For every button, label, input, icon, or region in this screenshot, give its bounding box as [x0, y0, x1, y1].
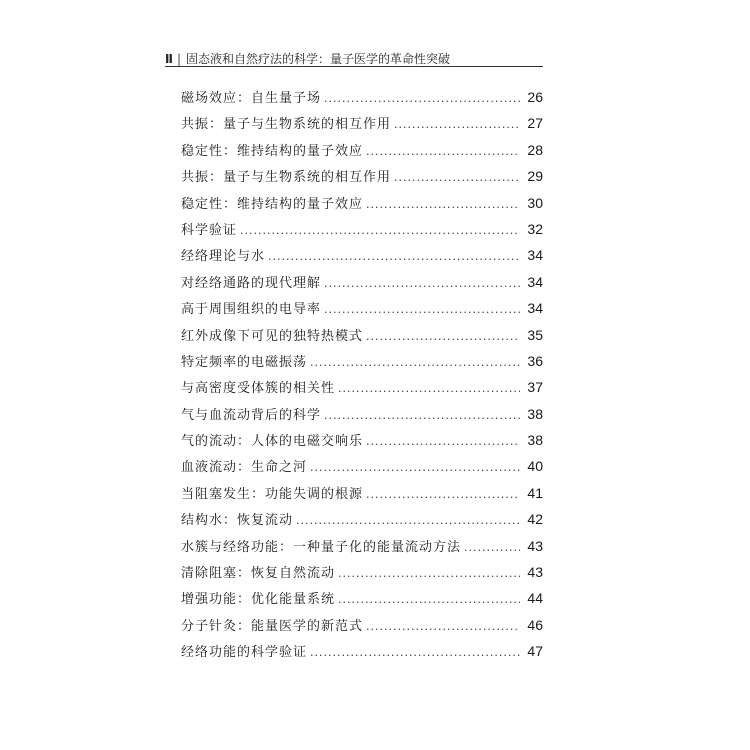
- toc-leader-dots: [366, 139, 520, 165]
- toc-entry-page: 26: [527, 89, 543, 105]
- toc-entry-title: 当阻塞发生：功能失调的根源: [181, 486, 364, 502]
- toc-entry-title: 水簇与经络功能：一种量子化的能量流动方法: [181, 539, 462, 555]
- toc-entry-page: 41: [527, 484, 543, 501]
- toc-leader-dots: [394, 165, 520, 191]
- toc-entry[interactable]: [181, 348, 543, 374]
- toc-leader-dots: [324, 403, 520, 429]
- toc-entry-title: 气的流动：人体的电磁交响乐: [181, 434, 364, 450]
- toc-entry-title: 高于周围组织的电导率: [181, 302, 322, 318]
- header-page-number: II: [165, 51, 172, 66]
- toc-entry-page: 34: [527, 247, 543, 264]
- toc-entry-title: 科学验证: [181, 222, 238, 238]
- toc-entry-page: 43: [527, 564, 543, 581]
- toc-entry[interactable]: [181, 612, 543, 638]
- toc-leader-dots: [310, 455, 520, 481]
- toc-entry-title: 经络理论与水: [181, 249, 266, 265]
- toc-entry-page: 30: [527, 194, 543, 211]
- toc-entry-page: 32: [527, 220, 543, 237]
- toc-entry-page: 38: [527, 432, 543, 449]
- toc-entry[interactable]: [181, 374, 543, 400]
- toc-entry-page: 34: [527, 273, 543, 290]
- toc-entry-title: 清除阻塞：恢复自然流动: [181, 566, 336, 582]
- toc-entry[interactable]: [181, 216, 543, 242]
- toc-entry-page: 43: [527, 537, 543, 554]
- toc-leader-dots: [366, 482, 520, 508]
- toc-entry-title: 结构水：恢复流动: [181, 513, 294, 529]
- toc-entry[interactable]: [181, 638, 543, 664]
- toc-entry-page: 35: [527, 326, 543, 343]
- toc-entry-page: 34: [527, 300, 543, 317]
- toc-entry-page: 46: [527, 616, 543, 633]
- toc-entry-title: 血液流动：生命之河: [181, 460, 308, 476]
- toc-leader-dots: [296, 508, 520, 534]
- toc-entry-page: 44: [527, 590, 543, 607]
- toc-entry-title: 稳定性：维持结构的量子效应: [181, 196, 364, 212]
- toc-leader-dots: [338, 376, 520, 402]
- header-rule: [165, 66, 543, 67]
- toc-entry[interactable]: [181, 322, 543, 348]
- toc-entry-page: 42: [527, 511, 543, 528]
- toc-entry[interactable]: [181, 110, 543, 136]
- toc-leader-dots: [366, 614, 520, 640]
- toc-entry-page: 47: [527, 643, 543, 660]
- toc-leader-dots: [366, 324, 520, 350]
- toc-entry[interactable]: [181, 163, 543, 189]
- toc-entry[interactable]: [181, 506, 543, 532]
- toc-entry-page: 27: [527, 115, 543, 132]
- toc-entry[interactable]: [181, 533, 543, 559]
- toc-leader-dots: [310, 640, 520, 666]
- toc-entry-page: 36: [527, 352, 543, 369]
- toc-entry-title: 特定频率的电磁振荡: [181, 354, 308, 370]
- toc-entry-title: 磁场效应：自生量子场: [181, 91, 322, 106]
- toc-entry[interactable]: [181, 137, 543, 163]
- toc-entry-title: 分子针灸：能量医学的新范式: [181, 618, 364, 634]
- header-book-title: 固态液和自然疗法的科学：量子医学的革命性突破: [185, 52, 450, 66]
- toc-entry[interactable]: [181, 295, 543, 321]
- table-of-contents: [181, 84, 543, 665]
- toc-leader-dots: [338, 561, 520, 587]
- toc-entry[interactable]: [181, 453, 543, 479]
- toc-leader-dots: [464, 535, 520, 561]
- toc-entry[interactable]: [181, 585, 543, 611]
- toc-leader-dots: [324, 297, 520, 323]
- toc-leader-dots: [268, 244, 520, 270]
- toc-entry[interactable]: [181, 427, 543, 453]
- toc-entry-title: 经络功能的科学验证: [181, 645, 308, 661]
- toc-entry[interactable]: [181, 242, 543, 268]
- toc-entry-title: 共振：量子与生物系统的相互作用: [181, 117, 392, 133]
- toc-leader-dots: [324, 86, 520, 112]
- toc-leader-dots: [366, 429, 520, 455]
- toc-entry-title: 共振：量子与生物系统的相互作用: [181, 170, 392, 186]
- toc-entry-title: 对经络通路的现代理解: [181, 275, 322, 291]
- toc-entry-page: 37: [527, 379, 543, 396]
- toc-entry-title: 稳定性：维持结构的量子效应: [181, 143, 364, 159]
- toc-leader-dots: [324, 271, 520, 297]
- toc-entry-title: 增强功能：优化能量系统: [181, 592, 336, 608]
- toc-leader-dots: [394, 112, 520, 138]
- toc-entry-page: 29: [527, 168, 543, 185]
- running-header: [165, 50, 450, 67]
- toc-leader-dots: [240, 218, 520, 244]
- toc-entry-title: 与高密度受体簇的相关性: [181, 381, 336, 397]
- toc-entry[interactable]: [181, 401, 543, 427]
- toc-leader-dots: [310, 350, 520, 376]
- toc-entry-page: 40: [527, 458, 543, 475]
- toc-entry-page: 38: [527, 405, 543, 422]
- toc-leader-dots: [366, 192, 520, 218]
- toc-entry[interactable]: [181, 190, 543, 216]
- toc-entry-title: 气与血流动背后的科学: [181, 407, 322, 423]
- header-separator: |: [176, 51, 181, 66]
- toc-entry[interactable]: [181, 559, 543, 585]
- toc-entry[interactable]: [181, 84, 543, 110]
- toc-entry[interactable]: [181, 480, 543, 506]
- toc-entry-page: 28: [527, 141, 543, 158]
- toc-leader-dots: [338, 587, 520, 613]
- toc-entry[interactable]: [181, 269, 543, 295]
- toc-entry-title: 红外成像下可见的独特热模式: [181, 328, 364, 344]
